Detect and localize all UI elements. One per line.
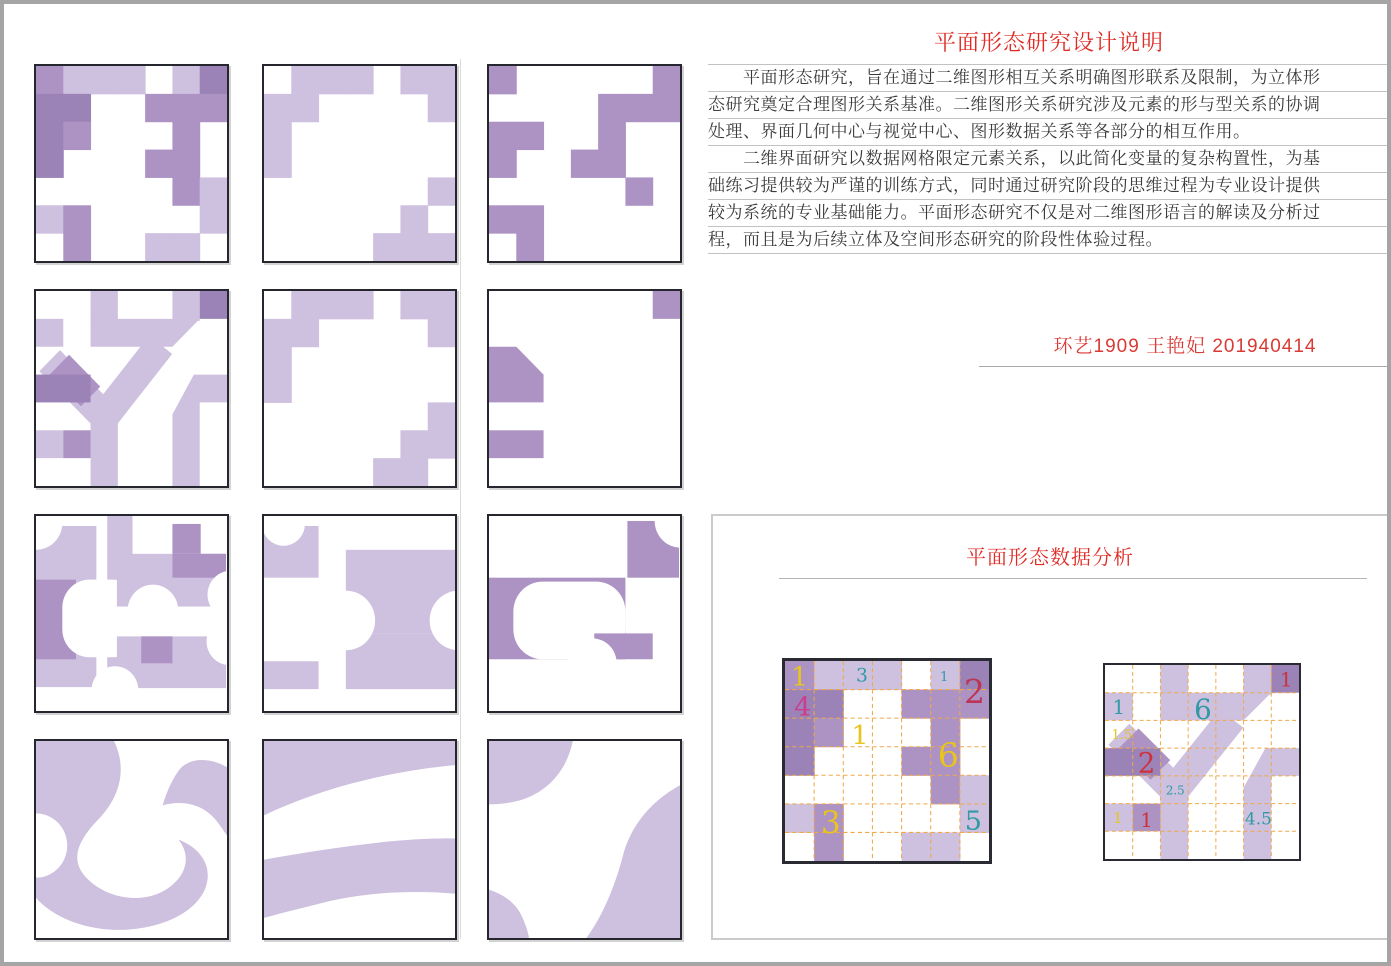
student-info-line: 环艺1909 王艳妃 201940414 xyxy=(979,331,1391,367)
grid-annotation-number: 1 xyxy=(790,661,809,693)
analysis-title-underline xyxy=(779,578,1367,579)
paragraph-line: 础练习提供较为严谨的训练方式，同时通过研究阶段的思维过程为专业设计提供 xyxy=(708,173,1391,200)
column-separator-line xyxy=(460,59,461,939)
data-analysis-panel xyxy=(711,514,1389,940)
pattern-tile-7 xyxy=(34,514,229,713)
paragraph-line: 较为系统的专业基础能力。平面形态研究不仅是对二维图形语言的解读及分析过 xyxy=(708,200,1391,227)
paragraph-line: 平面形态研究，旨在通过二维图形相互关系明确图形联系及限制，为立体形 xyxy=(708,65,1391,92)
design-description-paragraphs xyxy=(708,64,1391,254)
pattern-tile-5 xyxy=(262,289,457,488)
annotated-data-grid-1 xyxy=(782,658,992,864)
paragraph-line: 程，而且是为后续立体及空间形态研究的阶段性体验过程。 xyxy=(708,227,1391,254)
pattern-tile-9 xyxy=(487,514,682,713)
pattern-tile-3 xyxy=(487,64,682,263)
grid-annotation-number: 4 xyxy=(794,691,812,723)
paragraph-line: 态研究奠定合理图形关系基准。二维图形关系研究涉及元素的形与型关系的协调 xyxy=(708,92,1391,119)
grid-annotation-number: 1 xyxy=(1113,809,1123,827)
grid-annotation-number: 3 xyxy=(820,805,841,842)
pattern-tile-8 xyxy=(262,514,457,713)
grid-annotation-number: 1 xyxy=(1140,808,1153,832)
paragraph-line: 二维界面研究以数据网格限定元素关系，以此简化变量的复杂构置性，为基 xyxy=(708,146,1391,173)
pattern-tile-4 xyxy=(34,289,229,488)
grid-annotation-number: 1 xyxy=(939,669,949,685)
grid-annotation-number: 5 xyxy=(964,805,982,837)
pattern-tile-11 xyxy=(262,739,457,940)
grid-annotation-number: 2 xyxy=(963,672,986,711)
grid-annotation-number: 6 xyxy=(1194,693,1212,727)
grid-annotation-number: 1 xyxy=(1279,668,1293,692)
paragraph-line: 处理、界面几何中心与视觉中心、图形数据关系等各部分的相互作用。 xyxy=(708,119,1391,146)
grid-annotation-number: 1 xyxy=(851,720,869,751)
grid-annotation-number: 2 xyxy=(1137,746,1156,780)
grid-annotation-number: 6 xyxy=(937,735,960,775)
grid-annotation-number: 1.5 xyxy=(1111,727,1133,743)
pattern-tile-2 xyxy=(262,64,457,263)
annotated-data-grid-2 xyxy=(1103,663,1301,861)
pattern-tile-12 xyxy=(487,739,682,940)
grid-annotation-number: 4.5 xyxy=(1245,808,1272,829)
pattern-tile-6 xyxy=(487,289,682,488)
pattern-tile-10 xyxy=(34,739,229,940)
grid-annotation-number: 2.5 xyxy=(1165,783,1185,798)
grid-annotation-number: 1 xyxy=(1112,696,1126,720)
pattern-tile-1 xyxy=(34,64,229,263)
grid-annotation-number: 3 xyxy=(856,665,868,687)
analysis-section-title: 平面形态数据分析 xyxy=(966,547,1134,569)
page-title: 平面形态研究设计说明 xyxy=(933,30,1164,55)
